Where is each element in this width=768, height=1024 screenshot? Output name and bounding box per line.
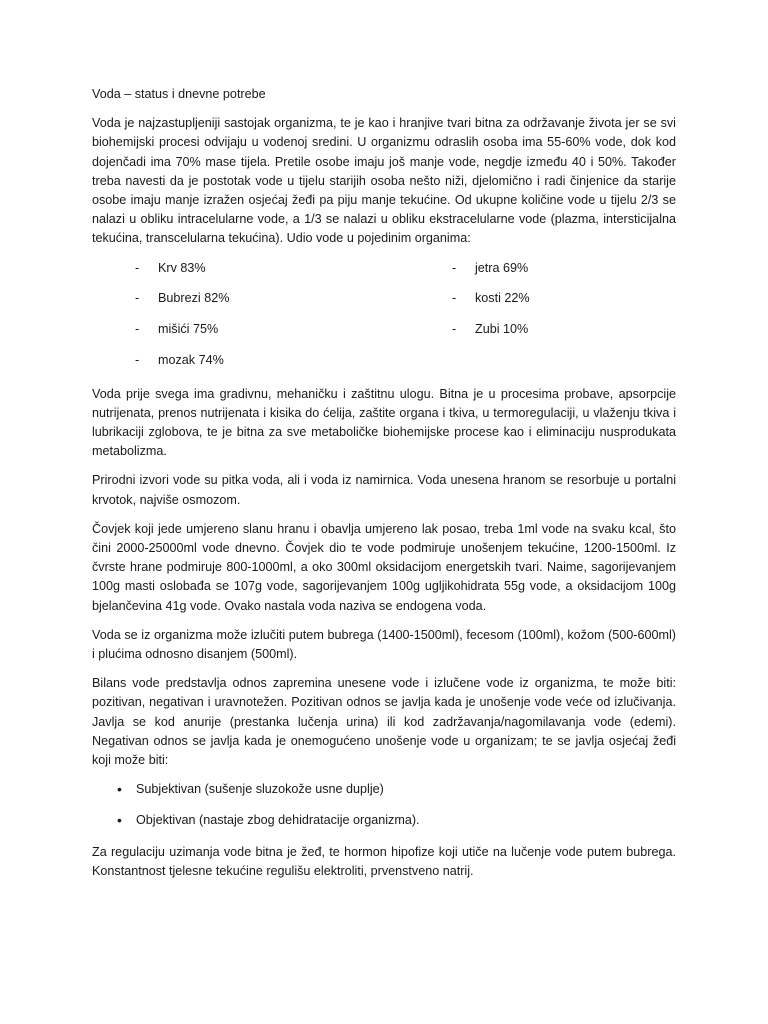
organ-label: Zubi 10% — [475, 321, 529, 336]
list-dash: - — [452, 260, 457, 275]
list-item-text: Objektivan (nastaje zbog dehidratacije organizma). — [136, 813, 420, 828]
paragraph-water-roles: Voda prije svega ima gradivnu, mehaničku i zaštitnu ulogu. Bitna je u procesima probave, apsorpcije nutrijenata, prenos nutrijenata i kisika do ćelija, zaštite organa i tkiva, u termoregulaciji, u vlaženju tkiva i lubrikaciji zglobova, te je bitna za sve metaboličke biohemijske procese kao i eliminaciju nusprodukata metabolizma. — [92, 386, 676, 459]
organ-label: mozak 74% — [158, 352, 224, 367]
paragraph-water-excretion: Voda se iz organizma može izlučiti putem bubrega (1400-1500ml), fecesom (100ml), kožom (500-600ml) i plućima odnosno disanjem (500ml). — [92, 627, 676, 662]
bullet-icon: • — [117, 812, 122, 829]
document-title: Voda – status i dnevne potrebe — [92, 87, 266, 101]
paragraph-daily-needs: Čovjek koji jede umjereno slanu hranu i obavlja umjereno lak posao, treba 1ml vode na svaku kcal, što čini 2000-25000ml vode dnevno. Čovjek dio te vode podmiruje unošenjem tekućine, 1200-1500ml. Iz čvrste hrane podmiruje 800-1000ml, a oko 300ml oksidacijom energetskih tvari. Naime, sagorijevanjem 100g masti oslobađa se 107g vode, sagorijevanjem 100g ugljikohidrata 55g vode, a oksidacijom 100g bjelančevina 41g vode. Ovako nastala voda naziva se endogena voda. — [92, 521, 676, 613]
organ-label: jetra 69% — [475, 260, 529, 275]
thirst-types-list — [92, 780, 676, 830]
organ-water-list — [92, 259, 676, 379]
list-dash: - — [135, 321, 140, 336]
list-item — [92, 811, 676, 830]
organ-label: Bubrezi 82% — [158, 290, 230, 305]
list-dash: - — [135, 290, 140, 305]
paragraph-water-balance: Bilans vode predstavlja odnos zapremina unesene vode i izlučene vode iz organizma, te može biti: pozitivan, negativan i uravnotežen. Pozitivan odnos se javlja kada je unošenje vode veće od izlučivanja. Javlja se kod anurije (prestanka lučenja urina) ili kod zadržavanja/nagomilavanja vode (edemi). Negativan odnos se javlja kada je onemogućeno unošenje vode u organizam; te se javlja osjećaj žeđi koji može biti: — [92, 676, 676, 768]
organ-label: kosti 22% — [475, 290, 530, 305]
list-dash: - — [452, 321, 457, 336]
list-dash: - — [135, 260, 140, 275]
organ-label: mišići 75% — [158, 321, 219, 336]
list-dash: - — [452, 290, 457, 305]
document-page — [92, 85, 676, 891]
paragraph-water-sources: Prirodni izvori vode su pitka voda, ali i voda iz namirnica. Voda unesena hranom se resorbuje u portalni krvotok, najviše osmozom. — [92, 473, 676, 507]
list-dash: - — [135, 352, 140, 367]
bullet-icon: • — [117, 781, 122, 798]
list-item — [92, 780, 676, 799]
paragraph-regulation: Za regulaciju uzimanja vode bitna je žeđ, te hormon hipofize koji utiče na lučenje vode putem bubrega. Konstantnost tjelesne tekućine regulišu elektroliti, prvenstveno natrij. — [92, 844, 676, 878]
list-item-text: Subjektivan (sušenje sluzokože usne duplje) — [136, 782, 384, 797]
paragraph-water-composition: Voda je najzastupljeniji sastojak organizma, te je kao i hranjive tvari bitna za održavanje života jer se svi biohemijski procesi odvijaju u vodenoj sredini. U organizmu odraslih osoba ima 55-60% vode, dok kod dojenčadi ima 70% mase tijela. Pretile osobe imaju još manje vode, negdje između 40 i 50%. Također treba navesti da je postotak vode u tijelu starijih osoba nešto niži, djelomično i radi činjenice da starije osobe imaju manje izražen osjećaj žeđi pa piju manje tekućine. Od ukupne količine vode u tijelu 2/3 se nalazi u obliku intracelularne vode, a 1/3 se nalazi u obliku ekstracelularne vode (plazma, intersticijalna tekućina, transcelularna tekućina). Udio vode u pojedinim organima: — [92, 116, 676, 246]
organ-label: Krv 83% — [158, 260, 206, 275]
